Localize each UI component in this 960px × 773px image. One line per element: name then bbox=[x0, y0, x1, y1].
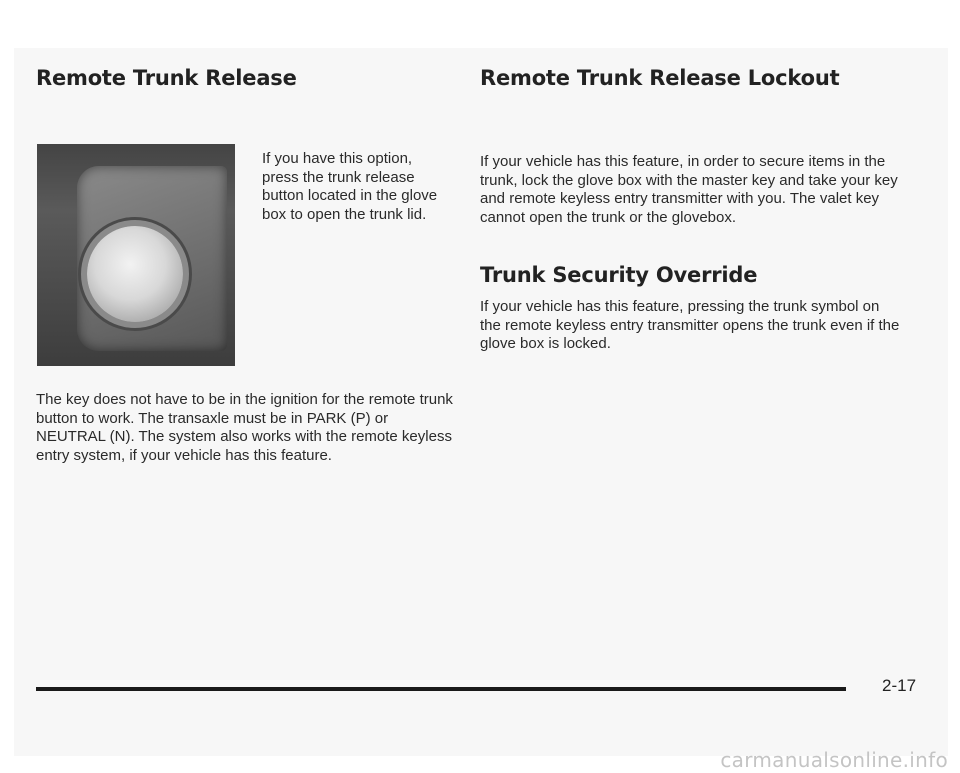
footer-rule bbox=[36, 687, 846, 691]
section-heading-remote-trunk-release: Remote Trunk Release bbox=[36, 66, 297, 90]
watermark-link[interactable]: carmanualsonline.info bbox=[720, 748, 948, 772]
page-number: 2-17 bbox=[882, 676, 917, 695]
lockout-paragraph: If your vehicle has this feature, in order to secure items in the trunk, lock the glove box with the master key and take your key and remote keyless entry transmitter with you. The valet key cannot open the trunk or the glovebox. bbox=[480, 153, 898, 226]
override-paragraph: If your vehicle has this feature, pressing the trunk symbol on the remote keyless entry transmitter opens the trunk even if the glove box is locked. bbox=[480, 298, 900, 352]
section-heading-security-override: Trunk Security Override bbox=[480, 263, 758, 287]
ignition-paragraph: The key does not have to be in the ignition for the remote trunk button to work. The transaxle must be in PARK (P) or NEUTRAL (N). The system also works with the remote keyless entry system, if your vehicle has this feature. bbox=[36, 391, 453, 464]
section-heading-lockout: Remote Trunk Release Lockout bbox=[480, 66, 840, 90]
trunk-release-button-photo bbox=[37, 144, 235, 366]
trunk-release-button-icon bbox=[87, 226, 183, 322]
intro-paragraph: If you have this option, press the trunk release button located in the glove box to open the trunk lid. bbox=[262, 150, 438, 223]
